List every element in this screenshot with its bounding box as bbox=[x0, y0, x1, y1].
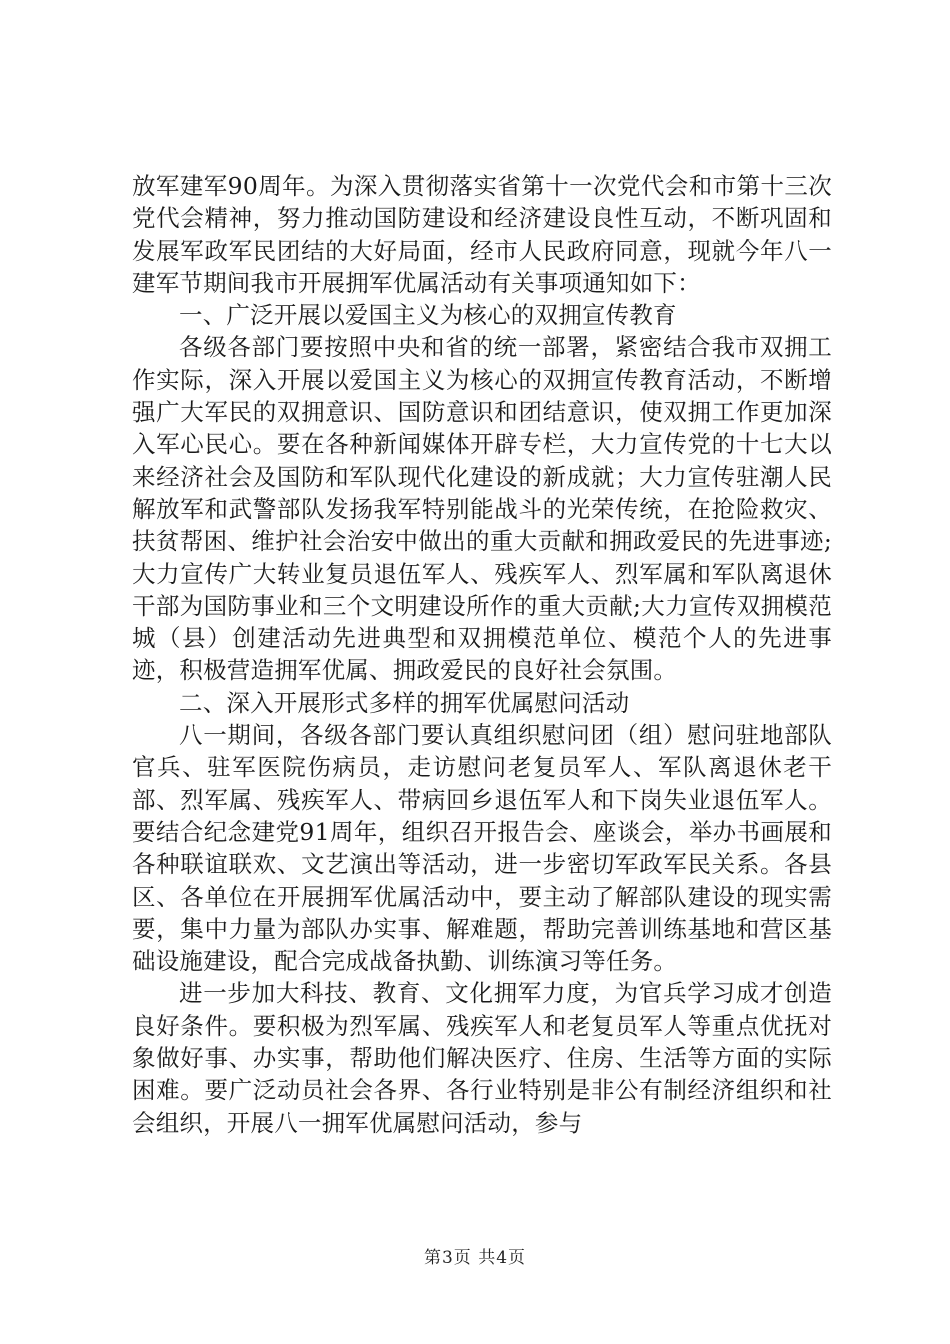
page-footer: 第3页 共4页 bbox=[423, 1248, 527, 1268]
paragraph-intro-continuation: 放军建军90周年。为深入贯彻落实省第十一次党代会和市第十三次党代会精神，努力推动国防建设和经济建设良性互动，不断巩固和发展军政军民团结的大好局面，经市人民政府同意，现就今年八一建军节期间我市开展拥军优属活动有关事项通知如下： bbox=[132, 172, 832, 297]
paragraph-section-2-continued: 进一步加大科技、教育、文化拥军力度，为官兵学习成才创造良好条件。要积极为烈军属、残疾军人和老复员军人等重点优抚对象做好事、办实事，帮助他们解决医疗、住房、生活等方面的实际困难。要广泛动员社会各界、各行业特别是非公有制经济组织和社会组织，开展八一拥军优属慰问活动，参与 bbox=[132, 979, 832, 1137]
paragraph-section-2: 八一期间，各级各部门要认真组织慰问团（组）慰问驻地部队官兵、驻军医院伤病员，走访慰问老复员军人、军队离退休老干部、烈军属、残疾军人、带病回乡退伍军人和下岗失业退伍军人。要结合纪念建党91周年，组织召开报告会、座谈会，举办书画展和各种联谊联欢、文艺演出等活动，进一步密切军政军民关系。各县区、各单位在开展拥军优属活动中，要主动了解部队建设的现实需要，集中力量为部队办实事、解难题，帮助完善训练基地和营区基础设施建设，配合完成战备执勤、训练演习等任务。 bbox=[132, 721, 832, 976]
section-heading-2: 二、深入开展形式多样的拥军优属慰问活动 bbox=[179, 688, 630, 717]
paragraph-section-1: 各级各部门要按照中央和省的统一部署，紧密结合我市双拥工作实际，深入开展以爱国主义为核心的双拥宣传教育活动，不断增强广大军民的双拥意识、国防意识和团结意识，使双拥工作更加深入军心民心。要在各种新闻媒体开辟专栏，大力宣传党的十七大以来经济社会及国防和军队现代化建设的新成就；大力宣传驻潮人民解放军和武警部队发扬我军特别能战斗的光荣传统，在抢险救灾、扶贫帮困、维护社会治安中做出的重大贡献和拥政爱民的先进事迹;大力宣传广大转业复员退伍军人、残疾军人、烈军属和军队离退休干部为国防事业和三个文明建设所作的重大贡献;大力宣传双拥模范城（县）创建活动先进典型和双拥模范单位、模范个人的先进事迹，积极营造拥军优属、拥政爱民的良好社会氛围。 bbox=[132, 333, 832, 685]
section-heading-1: 一、广泛开展以爱国主义为核心的双拥宣传教育 bbox=[179, 301, 677, 330]
document-body bbox=[132, 170, 832, 1139]
